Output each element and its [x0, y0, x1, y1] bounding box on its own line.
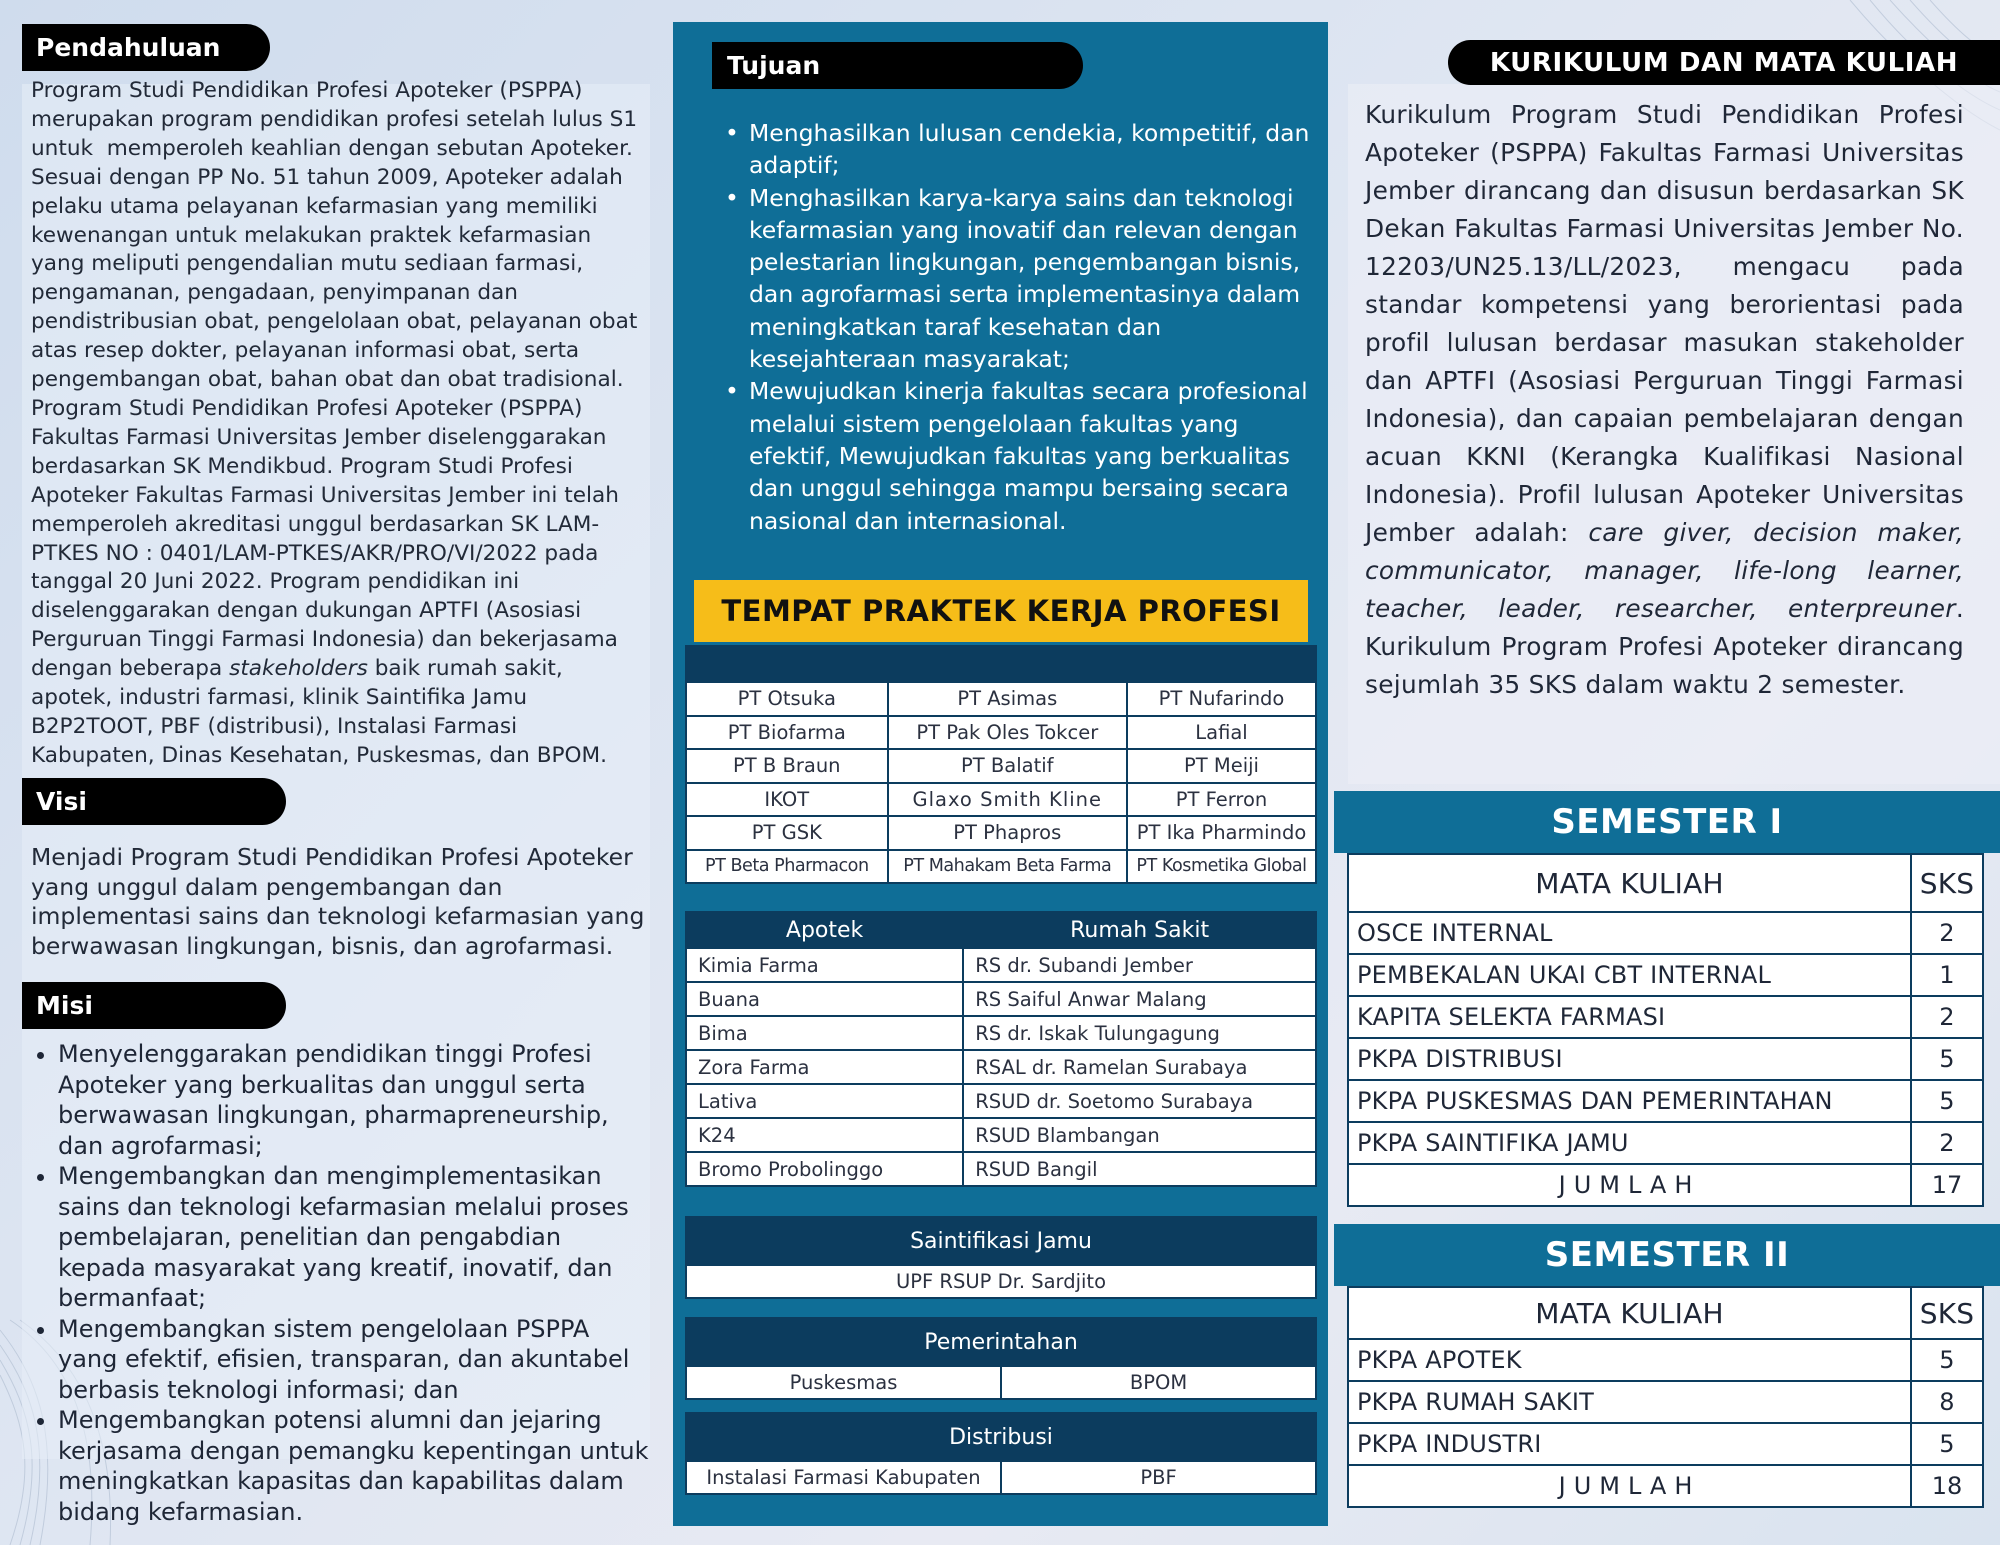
table-row: PT Otsuka PT Asimas PT Nufarindo: [686, 682, 1316, 716]
table-header-row: MATA KULIAH SKS: [1348, 854, 1983, 912]
list-item: • Menghasilkan lulusan cendekia, kompetitif, dan adaptif;: [723, 117, 1313, 182]
table-header-row: MATA KULIAH SKS: [1348, 1287, 1983, 1339]
pemerintahan-header: Pemerintahan: [686, 1318, 1316, 1366]
visi-text: Menjadi Program Studi Pendidikan Profesi Apoteker yang unggul dalam pengembangan dan implementasi sains dan teknologi kefarmasian yang berwawasan lingkungan, bisnis, dan agrofarmasi.: [31, 843, 645, 960]
tujuan-heading: Tujuan: [712, 42, 1083, 89]
tujuan-list: [723, 117, 1313, 537]
table-row: PKPA SAINTIFIKA JAMU 2: [1348, 1122, 1983, 1164]
pendahuluan-heading: Pendahuluan: [22, 24, 270, 71]
list-item: • Mewujudkan kinerja fakultas secara profesional melalui sistem pengelolaan fakultas yang efektif, Mewujudkan fakultas yang berkualitas dan unggul sehingga mampu bersaing secara nasional dan internasional.: [723, 375, 1313, 536]
misi-heading: Misi: [22, 982, 286, 1029]
table-row: K24 RSUD Blambangan: [686, 1118, 1316, 1152]
list-item: • Mengembangkan sistem pengelolaan PSPPA yang efektif, efisien, transparan, dan akuntabel berbasis teknologi informasi; dan: [58, 1314, 652, 1406]
distribusi-table: [685, 1412, 1317, 1495]
saintifikasi-jamu-table: [685, 1216, 1317, 1299]
table-row: OSCE INTERNAL 2: [1348, 912, 1983, 954]
semester-2-heading: SEMESTER II: [1334, 1224, 2000, 1286]
kurikulum-heading: KURIKULUM DAN MATA KULIAH: [1448, 40, 2000, 85]
apotek-header: Apotek: [686, 912, 963, 948]
table-row: Puskesmas BPOM: [686, 1366, 1316, 1399]
table-row: PKPA RUMAH SAKIT 8: [1348, 1381, 1983, 1423]
table-row: PT Beta Pharmacon PT Mahakam Beta Farma PT Kosmetika Global: [686, 850, 1316, 884]
table-row: Buana RS Saiful Anwar Malang: [686, 982, 1316, 1016]
pemerintahan-table: [685, 1317, 1317, 1400]
table-row: PT GSK PT Phapros PT Ika Pharmindo: [686, 816, 1316, 850]
table-row: Zora Farma RSAL dr. Ramelan Surabaya: [686, 1050, 1316, 1084]
list-item: • Mengembangkan potensi alumni dan jejaring kerjasama dengan pemangku kepentingan untuk meningkatkan kapasitas dan kapabilitas dalam bidang kefarmasian.: [58, 1405, 652, 1527]
list-item: • Menyelenggarakan pendidikan tinggi Profesi Apoteker yang berkualitas dan unggul serta berwawasan lingkungan, pharmapreneurship, dan agrofarmasi;: [58, 1039, 652, 1161]
table-row: Instalasi Farmasi Kabupaten PBF: [686, 1461, 1316, 1494]
table-row: PT Biofarma PT Pak Oles Tokcer Lafial: [686, 716, 1316, 750]
table-row: PKPA PUSKESMAS DAN PEMERINTAHAN 5: [1348, 1080, 1983, 1122]
table-row: UPF RSUP Dr. Sardjito: [686, 1265, 1316, 1298]
table-row: Bromo Probolinggo RSUD Bangil: [686, 1152, 1316, 1186]
list-item: • Mengembangkan dan mengimplementasikan sains dan teknologi kefarmasian melalui proses pembelajaran, penelitian dan pengabdian kepada masyarakat yang kreatif, inovatif, dan bermanfaat;: [58, 1161, 652, 1314]
semester-1-heading: SEMESTER I: [1334, 791, 2000, 853]
table-row: PT B Braun PT Balatif PT Meiji: [686, 749, 1316, 783]
misi-list: [32, 1039, 652, 1527]
apotek-rumah-sakit-table: [685, 911, 1317, 1187]
pendahuluan-text: Program Studi Pendidikan Profesi Apoteker (PSPPA) merupakan program pendidikan profesi setelah lulus S1 untuk memperoleh keahlian dengan sebutan Apoteker. Sesuai dengan PP No. 51 tahun 2009, Apoteker adalah pelaku utama pelayanan kefarmasian yang memiliki kewenangan untuk melakukan praktek kefarmasian yang meliputi pengendalian mutu sediaan farmasi, pengamanan, pengadaan, penyimpanan dan pendistribusian obat, pengelolaan obat, pelayanan obat atas resep dokter, pelayanan informasi obat, serta pengembangan obat, bahan obat dan obat tradisional. Program Studi Pendidikan Profesi Apoteker (PSPPA) Fakultas Farmasi Universitas Jember diselenggarakan berdasarkan SK Mendikbud. Program Studi Profesi Apoteker Fakultas Farmasi Universitas Jember ini telah memperoleh akreditasi unggul berdasarkan SK LAM- PTKES NO : 0401/LAM-PTKES/AKR/PRO/VI/2022 pada tanggal 20 Juni 2022. Program pendidikan ini diselenggarakan dengan dukungan APTFI (Asosiasi Perguruan Tinggi Farmasi Indonesia) dan bekerjasama dengan beberapa stakeholders baik rumah sakit, apotek, industri farmasi, klinik Saintifika Jamu B2P2TOOT, PBF (distribusi), Instalasi Farmasi Kabupaten, Dinas Kesehatan, Puskesmas, dan BPOM.: [31, 78, 638, 768]
table-row: KAPITA SELEKTA FARMASI 2: [1348, 996, 1983, 1038]
rumah-sakit-header: Rumah Sakit: [963, 912, 1316, 948]
table-row: Kimia Farma RS dr. Subandi Jember: [686, 948, 1316, 982]
distribusi-header: Distribusi: [686, 1413, 1316, 1461]
table-row: PKPA APOTEK 5: [1348, 1339, 1983, 1381]
saintifikasi-header: Saintifikasi Jamu: [686, 1217, 1316, 1265]
semester-1-table: [1347, 853, 1984, 1207]
table-row: PKPA INDUSTRI 5: [1348, 1423, 1983, 1465]
jumlah-row: JUMLAH 17: [1348, 1164, 1983, 1206]
kurikulum-text: Kurikulum Program Studi Pendidikan Profesi Apoteker (PSPPA) Fakultas Farmasi Universitas Jember dirancang dan disusun berdasarkan SK Dekan Fakultas Farmasi Universitas Jember No. 12203/UN25.13/LL/2023, mengacu pada standar kompetensi yang berorientasi pada profil lulusan berdasar masukan stakeholder dan APTFI (Asosiasi Perguruan Tinggi Farmasi Indonesia), dan capaian pembelajaran dengan acuan KKNI (Kerangka Kualifikasi Nasional Indonesia). Profil lulusan Apoteker Universitas Jember adalah: care giver, decision maker, communicator, manager, life-long learner, teacher, leader, researcher, enterpreuner. Kurikulum Program Profesi Apoteker dirancang sejumlah 35 SKS dalam waktu 2 semester.: [1365, 100, 1964, 699]
table-row: Lativa RSUD dr. Soetomo Surabaya: [686, 1084, 1316, 1118]
table-row: IKOT Glaxo Smith Kline PT Ferron: [686, 783, 1316, 817]
semester-2-table: [1347, 1286, 1984, 1508]
jumlah-row: JUMLAH 18: [1348, 1465, 1983, 1507]
list-item: • Menghasilkan karya-karya sains dan teknologi kefarmasian yang inovatif dan relevan dengan pelestarian lingkungan, pengembangan bisnis, dan agrofarmasi serta implementasinya dalam meningkatkan taraf kesehatan dan kesejahteraan masyarakat;: [723, 182, 1313, 376]
visi-heading: Visi: [22, 778, 286, 825]
industri-table: [685, 645, 1317, 884]
middle-column-panel: [673, 22, 1328, 1526]
table-row: Bima RS dr. Iskak Tulungagung: [686, 1016, 1316, 1050]
table-row: PEMBEKALAN UKAI CBT INTERNAL 1: [1348, 954, 1983, 996]
tempat-praktek-banner: TEMPAT PRAKTEK KERJA PROFESI: [694, 580, 1308, 642]
table-row: PKPA DISTRIBUSI 5: [1348, 1038, 1983, 1080]
